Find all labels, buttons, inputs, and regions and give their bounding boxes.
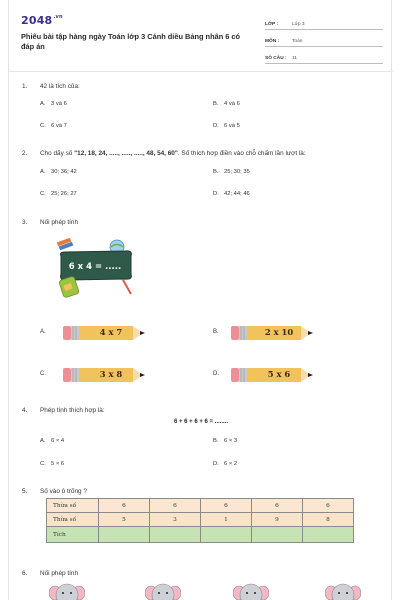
q3-option-c[interactable] xyxy=(63,366,147,384)
option-text: 3 và 6 xyxy=(51,101,67,107)
site-logo[interactable] xyxy=(21,14,63,27)
question-text xyxy=(40,150,306,157)
table-row xyxy=(47,499,354,513)
row-label: Tích xyxy=(47,527,99,543)
number-sequence: "12, 18, 24, ....., ....., ....., 48, 54, 60" xyxy=(74,150,178,157)
meta-row-count xyxy=(265,50,383,64)
q2-option-a[interactable] xyxy=(40,169,77,175)
q3-option-d-letter: D. xyxy=(213,371,219,377)
option-letter: B. xyxy=(213,438,219,444)
meta-value: 11 xyxy=(292,56,297,61)
option-text: 6 và 7 xyxy=(51,123,67,129)
meta-value: Toán xyxy=(292,39,303,44)
option-text: 42; 44; 46 xyxy=(224,191,250,197)
q4-option-d[interactable] xyxy=(213,461,237,467)
option-letter: A. xyxy=(40,169,46,175)
header-divider xyxy=(9,71,393,72)
table-cell: 6 xyxy=(252,499,303,513)
elephant-icon xyxy=(145,583,181,600)
q3-option-a[interactable] xyxy=(63,324,147,342)
elephant-icon xyxy=(233,583,269,600)
q1-option-c[interactable] xyxy=(40,123,67,129)
q2-option-d[interactable] xyxy=(213,191,250,197)
question-text: Phép tính thích hợp là: xyxy=(40,407,105,414)
table-cell: 5 xyxy=(99,513,150,527)
q2-option-c[interactable] xyxy=(40,191,77,197)
question-number: 5. xyxy=(22,488,28,495)
option-letter: C. xyxy=(40,461,46,467)
table-cell: 6 xyxy=(99,499,150,513)
question-text: 42 là tích của: xyxy=(40,83,80,90)
q2-option-b[interactable] xyxy=(213,169,250,175)
table-row xyxy=(47,513,354,527)
question-number: 2. xyxy=(22,150,28,157)
question-number: 4. xyxy=(22,407,28,414)
elephant-icon xyxy=(49,583,85,600)
option-text: 25; 26; 27 xyxy=(51,191,77,197)
table-row xyxy=(47,527,354,543)
q4-option-b[interactable] xyxy=(213,438,237,444)
table-cell: 6 xyxy=(303,499,354,513)
worksheet-header xyxy=(21,14,383,66)
question-number: 1. xyxy=(22,83,28,90)
pencil-label: 2 x 10 xyxy=(264,327,294,337)
option-text: 6 × 2 xyxy=(224,461,238,467)
option-letter: B. xyxy=(213,101,219,107)
question-text: Số vào ô trống ? xyxy=(40,488,87,495)
blackboard-icon xyxy=(55,238,141,300)
option-letter: D. xyxy=(213,461,219,467)
option-text: 5 × 6 xyxy=(51,461,65,467)
q3-option-d[interactable] xyxy=(231,366,315,384)
q3-option-b[interactable] xyxy=(231,324,315,342)
table-cell: 8 xyxy=(303,513,354,527)
q4-option-c[interactable] xyxy=(40,461,64,467)
worksheet-page xyxy=(8,0,392,600)
option-letter: D. xyxy=(213,191,219,197)
q1-option-a[interactable] xyxy=(40,101,67,107)
row-label: Thừa số xyxy=(47,513,99,527)
meta-row-subject xyxy=(265,33,383,47)
question-text-post: . Số thích hợp điền vào chỗ chấm lần lượt là: xyxy=(177,150,306,157)
logo-main: 2048 xyxy=(21,14,53,27)
option-letter: B. xyxy=(213,169,219,175)
question-number: 3. xyxy=(22,219,28,226)
option-letter: C. xyxy=(40,191,46,197)
option-text: 25; 30; 35 xyxy=(224,169,250,175)
table-cell: 6 xyxy=(150,499,201,513)
answer-cell[interactable] xyxy=(303,527,354,543)
option-text: 6 × 3 xyxy=(224,438,238,444)
table-cell: 6 xyxy=(201,499,252,513)
meta-row-class xyxy=(265,16,383,30)
blackboard-illustration xyxy=(55,238,141,300)
table-cell: 3 xyxy=(150,513,201,527)
board-text: 6 x 4 = ..... xyxy=(68,262,122,272)
option-letter: A. xyxy=(40,101,46,107)
option-letter: C. xyxy=(40,123,46,129)
option-text: 4 và 6 xyxy=(224,101,240,107)
option-text: 6 và 5 xyxy=(224,123,240,129)
table-cell: 9 xyxy=(252,513,303,527)
option-text: 30; 36; 42 xyxy=(51,169,77,175)
answer-cell[interactable] xyxy=(252,527,303,543)
multiplication-table xyxy=(46,498,354,543)
worksheet-meta xyxy=(265,16,383,67)
option-letter: A. xyxy=(40,438,46,444)
q3-option-c-letter: C. xyxy=(40,371,46,377)
q4-equation: 6 + 6 + 6 + 6 = ........ xyxy=(173,419,229,425)
answer-cell[interactable] xyxy=(150,527,201,543)
question-text: Nối phép tính xyxy=(40,570,79,577)
meta-key: LỚP : xyxy=(265,22,279,27)
table-cell: 1 xyxy=(201,513,252,527)
meta-key: MÔN : xyxy=(265,39,280,44)
meta-value: Lớp 3 xyxy=(292,22,305,27)
q1-option-b[interactable] xyxy=(213,101,240,107)
q1-option-d[interactable] xyxy=(213,123,240,129)
pencil-label: 5 x 6 xyxy=(267,369,291,379)
question-text-pre: Cho dãy số xyxy=(40,150,75,157)
elephant-icon xyxy=(325,583,361,600)
question-number: 6. xyxy=(22,570,28,577)
answer-cell[interactable] xyxy=(201,527,252,543)
meta-key: SỐ CÂU : xyxy=(265,56,287,61)
q4-option-a[interactable] xyxy=(40,438,64,444)
option-letter: D. xyxy=(213,123,219,129)
pencil-label: 4 x 7 xyxy=(99,327,123,337)
q3-option-b-letter: B. xyxy=(213,329,219,335)
answer-cell[interactable] xyxy=(99,527,150,543)
q3-option-a-letter: A. xyxy=(40,329,46,335)
row-label: Thừa số xyxy=(47,499,99,513)
worksheet-title: Phiếu bài tập hàng ngày Toán lớp 3 Cánh diều Bảng nhân 6 có đáp án xyxy=(21,32,241,51)
question-text: Nối phép tính xyxy=(40,219,79,226)
logo-suffix: .vn xyxy=(53,14,63,20)
pencil-label: 3 x 8 xyxy=(99,369,123,379)
option-text: 6 × 4 xyxy=(51,438,65,444)
